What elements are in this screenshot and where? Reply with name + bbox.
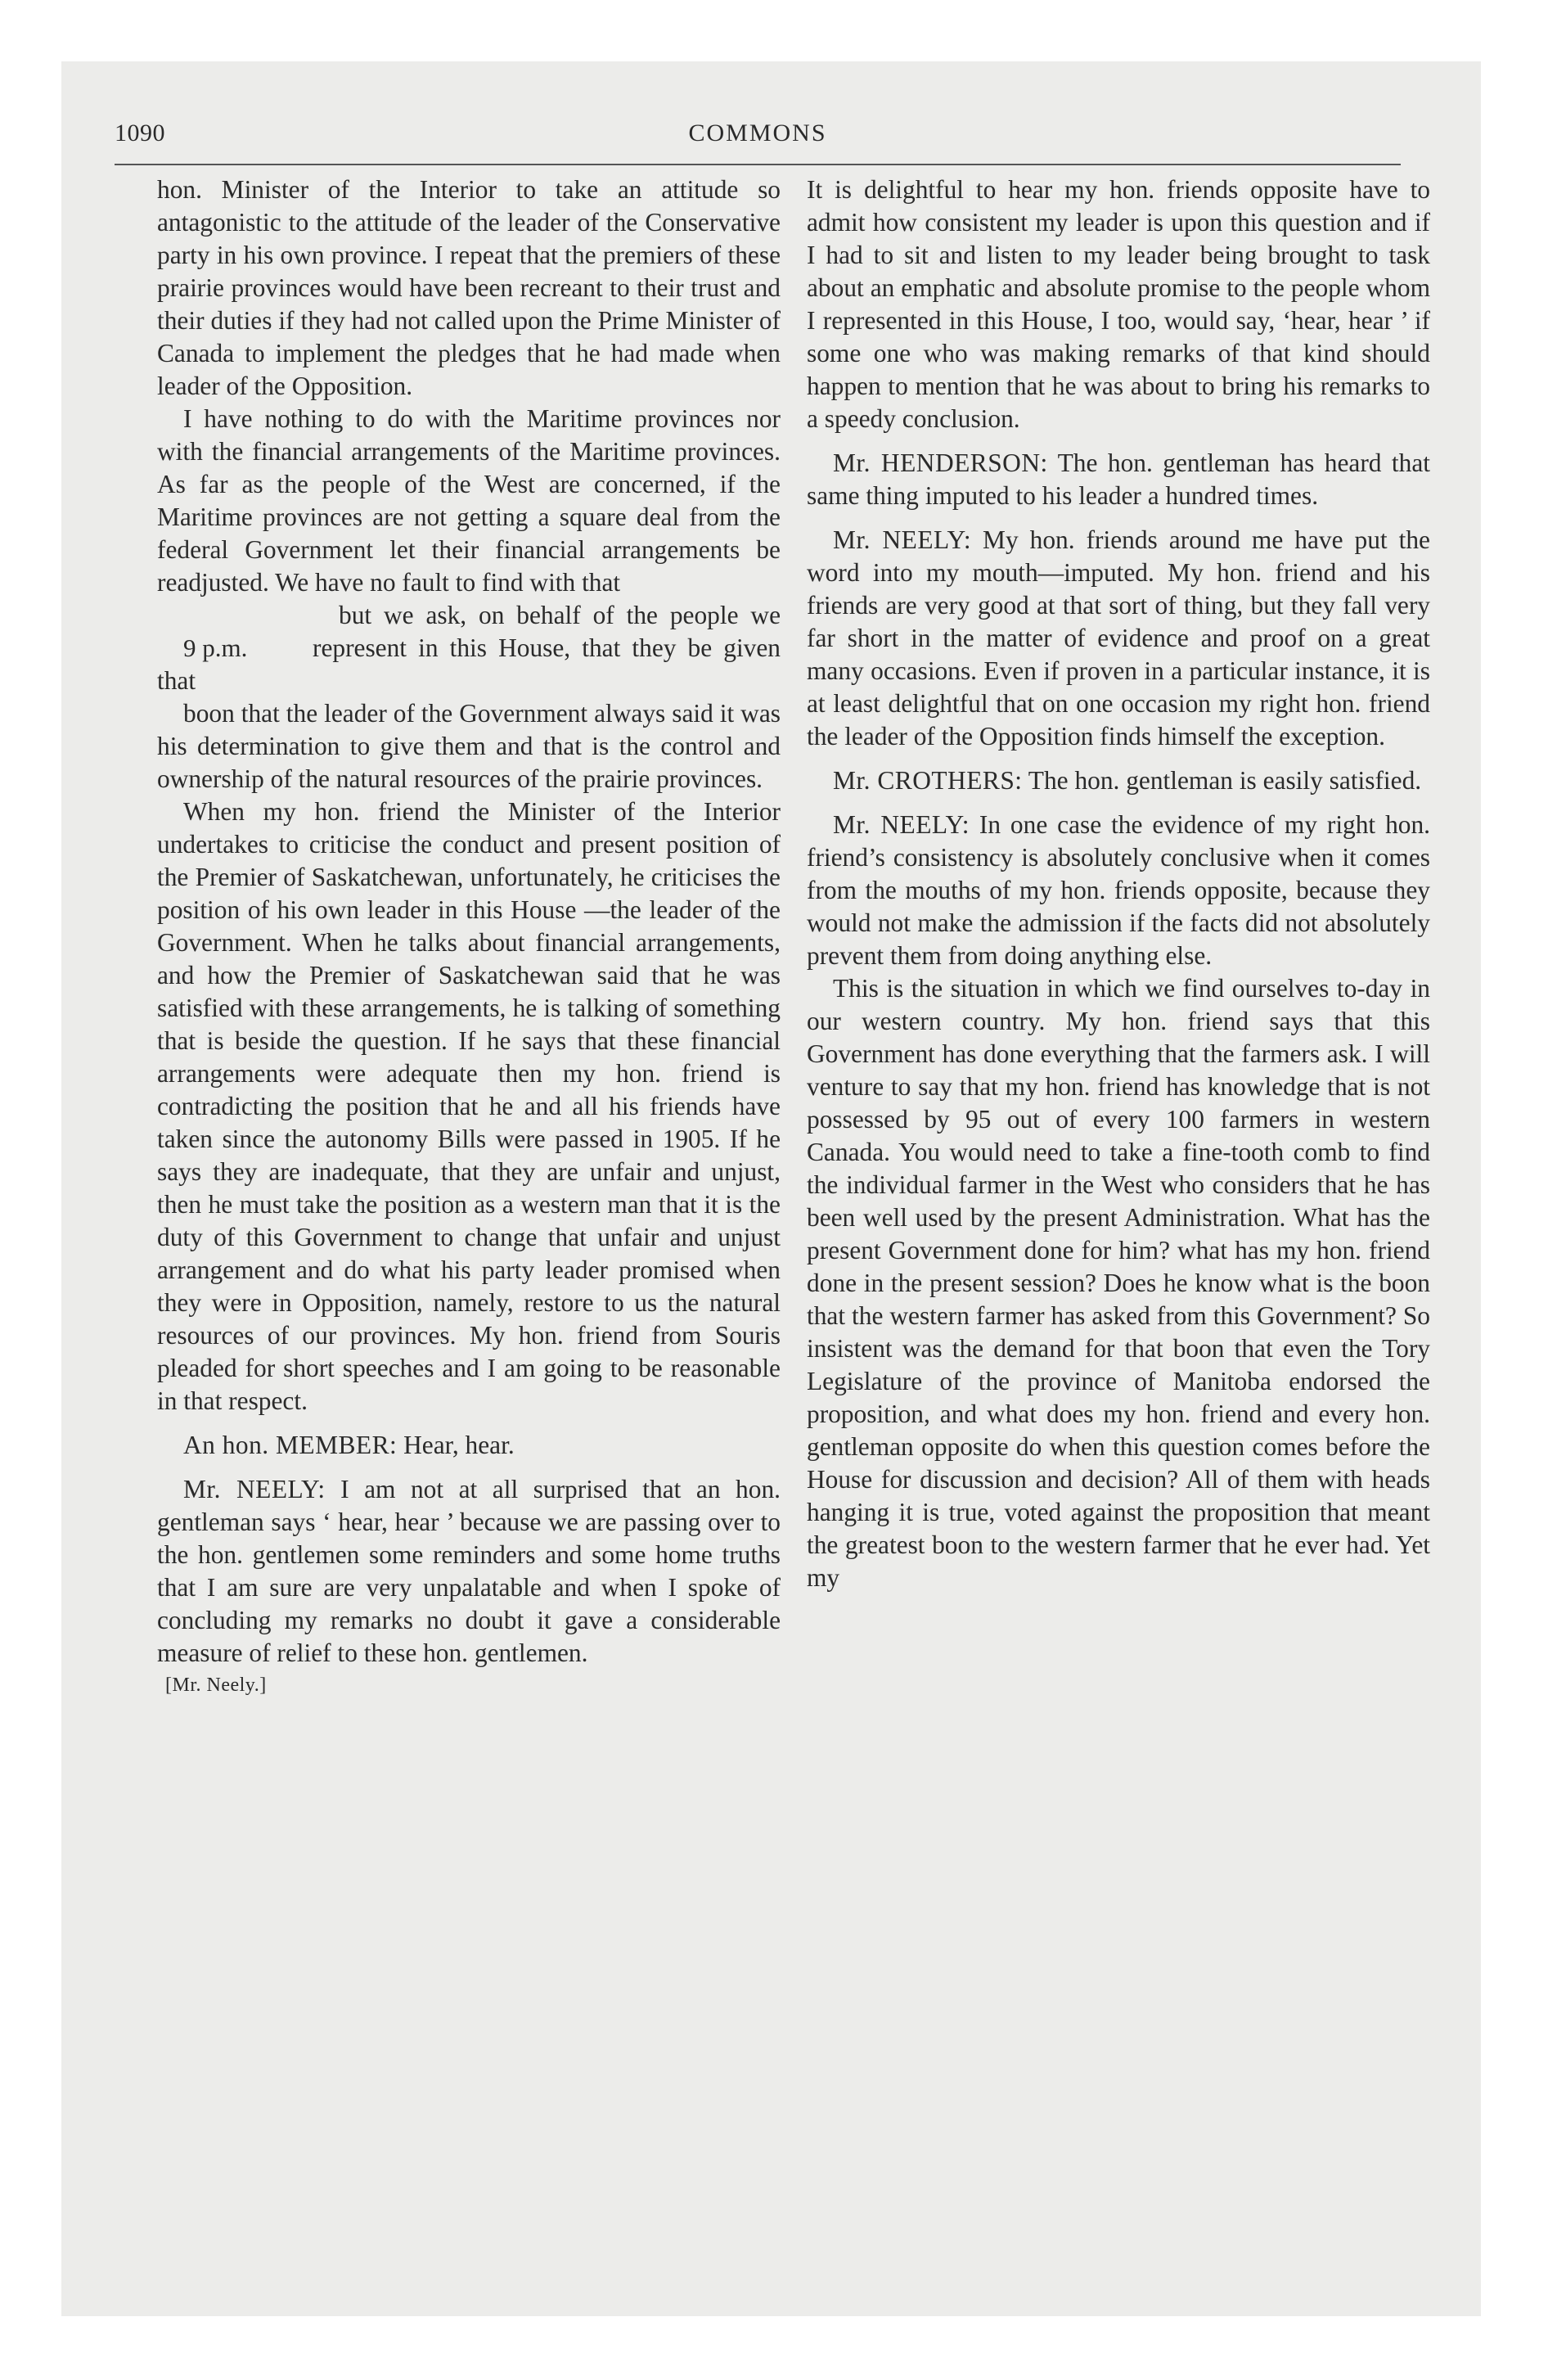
speaker-name: An hon. MEMBER:: [183, 1431, 398, 1459]
paragraph: When my hon. friend the Minister of the Interior undertakes to criticise the conduct and present position of the Premier of Saskatchewan, unfortunately, he criticises the position of his own leader in this House —the leader of the Government. When he talks about financial arrangements, and how the Premier of Saskatchewan said that he was satisfied with these arrangements, he is talking of something that is beside the question. If he says that these financial arrangements were adequate then my hon. friend is contradicting the position that he and all his friends have taken since the autonomy Bills were passed in 1905. If he says they are inadequate, that they are unfair and unjust, then he must take the position as a western man that it is the duty of this Government to change that unfair and unjust arrangement and do what his party leader promised when they were in Opposition, namely, restore to us the natural resources of our provinces. My hon. friend from Souris pleaded for short speeches and I am going to be reasonable in that respect.: [157, 797, 781, 1415]
speech: [807, 447, 1430, 512]
speech-text: I am not at all surprised that an hon. gentleman says ‘ hear, hear ’ because we are passing over to the hon. gentlemen some reminders and some home truths that I am sure are very unpalatable and when I spoke of concluding my remarks no doubt it gave a considerable measure of relief to these hon. gentlemen.: [157, 1475, 781, 1667]
speech-text: The hon. gentleman has heard that same thing imputed to his leader a hundred times.: [807, 449, 1431, 510]
running-head: COMMONS: [688, 119, 827, 146]
speech: [807, 809, 1430, 972]
speech: [157, 1429, 781, 1462]
paragraph-continuation: but we ask, on behalf of the people we represent in this House, that they be given that: [157, 601, 781, 695]
margin-note-time: 9 p.m.: [183, 633, 248, 662]
speaker-name: Mr. NEELY:: [833, 525, 972, 554]
right-column: [807, 174, 1430, 1594]
paragraph: I have nothing to do with the Maritime provinces nor with the financial arrangements of the Maritime provinces. As far as the people of the West are concerned, if the Maritime provinces are not getting a square deal from the federal Government let their financial arrangements be readjusted. We have no fault to find with that: [157, 404, 781, 597]
speaker-name: Mr. NEELY:: [833, 810, 970, 839]
paragraph: This is the situation in which we find ourselves to-day in our western country. My hon. friend says that this Government has done everything that the farmers ask. I will venture to say that my hon. friend has knowledge that is not possessed by 95 out of every 100 farmers in western Canada. You would need to take a fine-tooth comb to find the individual farmer in the West who considers that he has been well used by the present Administration. What has the present Government done for him? what has my hon. friend done in the present session? Does he know what is the boon that the western farmer has asked from this Government? So insistent was the demand for that boon that even the Tory Legislature of the province of Manitoba endorsed the proposition, and what does my hon. friend and every hon. gentleman opposite do when this question comes before the House for discussion and decision? All of them with heads hanging it is true, voted against the proposition that meant the greatest boon to the western farmer that he ever had. Yet my: [807, 974, 1430, 1592]
left-column: [157, 174, 781, 1697]
speech: [807, 764, 1430, 797]
speaker-name: Mr. CROTHERS:: [833, 766, 1023, 795]
speech-text: In one case the evidence of my right hon. friend’s consistency is absolutely conclusive when it comes from the mouths of my hon. friends opposite, because they would not make the admission if the facts did not absolutely prevent them from doing anything else.: [807, 810, 1430, 970]
paragraph: hon. Minister of the Interior to take an attitude so antagonistic to the attitude of the leader of the Conservative party in his own province. I repeat that the premiers of these prairie provinces would have been recreant to their trust and their duties if they had not called upon the Prime Minister of Canada to implement the pledges that he had made when leader of the Opposition.: [157, 175, 781, 400]
speech-text: My hon. friends around me have put the word into my mouth—imputed. My hon. friend and his friends are very good at that sort of thing, but they fall very far short in the matter of evidence and proof on a great many occasions. Even if proven in a particular instance, it is at least delightful that on one occasion my right hon. friend the leader of the Opposition finds himself the exception.: [807, 525, 1430, 751]
page-number: 1090: [115, 119, 165, 146]
speech: [807, 524, 1430, 753]
paragraph: It is delightful to hear my hon. friends opposite have to admit how consistent my leader is upon this question and if I had to sit and listen to my leader being brought to task about an emphatic and absolute promise to the people whom I represented in this House, I too, would say, ‘hear, hear ’ if some one who was making remarks of that kind should happen to mention that he was about to bring his remarks to a speedy conclusion.: [807, 175, 1430, 433]
speaker-name: Mr. HENDERSON:: [833, 449, 1048, 477]
header-rule: [115, 164, 1401, 165]
footer-speaker-tag: [Mr. Neely.]: [165, 1675, 267, 1696]
page-header: [115, 119, 1401, 156]
speaker-name: Mr. NEELY:: [183, 1475, 326, 1503]
speech-text: The hon. gentleman is easily satisfied.: [1022, 766, 1422, 795]
speech-text: Hear, hear.: [397, 1431, 515, 1459]
speech: [157, 1473, 781, 1670]
paragraph-continuation: boon that the leader of the Government always said it was his determination to give them and that is the control and ownership of the natural resources of the prairie provinces.: [157, 699, 781, 793]
margin-note-block: [157, 599, 781, 697]
